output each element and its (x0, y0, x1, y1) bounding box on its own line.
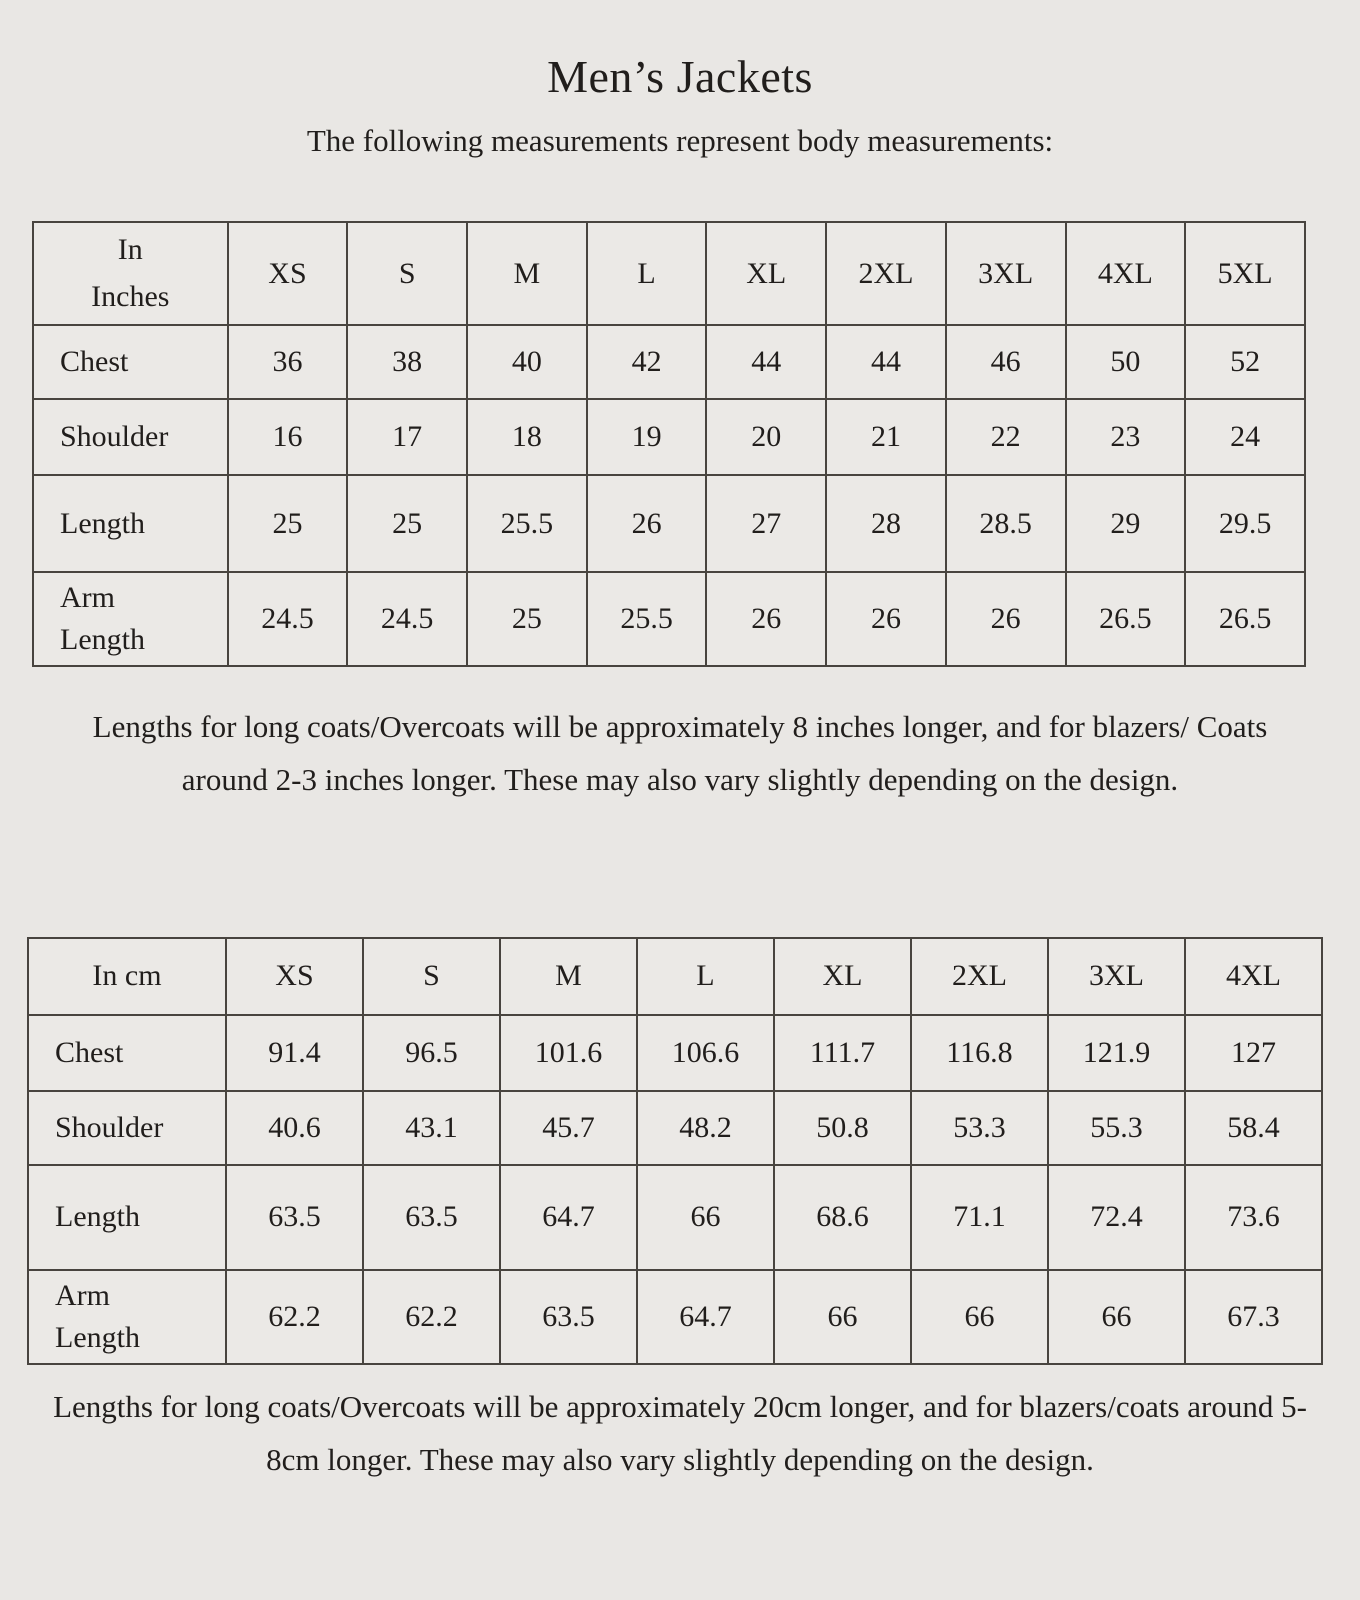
size-header-cell: 2XL (826, 222, 946, 325)
measurement-value-cell: 29.5 (1185, 475, 1305, 572)
measurement-value-cell: 66 (637, 1165, 774, 1270)
measurement-value-cell: 16 (228, 399, 348, 475)
measurement-row (33, 475, 1305, 572)
note-inches: Lengths for long coats/Overcoats will be approximately 8 inches longer, and for blazers/ Coats around 2-3 inches longer. These may also vary slightly depending on the design. (92, 709, 1268, 798)
measurement-value-cell: 72.4 (1048, 1165, 1185, 1270)
measurement-value-cell: 25 (228, 475, 348, 572)
measurement-value-cell: 24.5 (228, 572, 348, 666)
measurement-value-cell: 53.3 (911, 1091, 1048, 1165)
measurement-value-cell: 66 (911, 1270, 1048, 1364)
measurement-value-cell: 73.6 (1185, 1165, 1322, 1270)
measurement-value-cell: 45.7 (500, 1091, 637, 1165)
measurement-value-cell: 26 (706, 572, 826, 666)
measurement-value-cell: 26 (826, 572, 946, 666)
measurement-value-cell: 40.6 (226, 1091, 363, 1165)
measurement-value-cell: 36 (228, 325, 348, 399)
measurement-value-cell: 40 (467, 325, 587, 399)
size-header-cell: M (467, 222, 587, 325)
measurement-value-cell: 63.5 (500, 1270, 637, 1364)
measurement-value-cell: 64.7 (637, 1270, 774, 1364)
measurement-value-cell: 67.3 (1185, 1270, 1322, 1364)
size-header-cell: L (637, 938, 774, 1015)
measurement-value-cell: 25.5 (467, 475, 587, 572)
table-header-row (28, 938, 1322, 1015)
measurement-value-cell: 25.5 (587, 572, 707, 666)
size-header-cell: M (500, 938, 637, 1015)
measurement-value-cell: 38 (347, 325, 467, 399)
measurement-label-cell: Shoulder (28, 1091, 226, 1165)
measurement-value-cell: 26 (587, 475, 707, 572)
measurement-value-cell: 66 (774, 1270, 911, 1364)
size-header-cell: XL (774, 938, 911, 1015)
measurement-value-cell: 17 (347, 399, 467, 475)
measurement-value-cell: 62.2 (226, 1270, 363, 1364)
measurement-value-cell: 24 (1185, 399, 1305, 475)
measurement-value-cell: 63.5 (363, 1165, 500, 1270)
measurement-value-cell: 26 (946, 572, 1066, 666)
measurement-value-cell: 22 (946, 399, 1066, 475)
measurement-value-cell: 20 (706, 399, 826, 475)
measurement-value-cell: 25 (347, 475, 467, 572)
measurement-value-cell: 23 (1066, 399, 1186, 475)
measurement-value-cell: 62.2 (363, 1270, 500, 1364)
measurement-value-cell: 21 (826, 399, 946, 475)
measurement-row (33, 572, 1305, 666)
size-header-cell: XS (228, 222, 348, 325)
measurement-row (28, 1270, 1322, 1364)
measurement-value-cell: 27 (706, 475, 826, 572)
size-header-cell: 2XL (911, 938, 1048, 1015)
measurement-value-cell: 48.2 (637, 1091, 774, 1165)
size-header-cell: L (587, 222, 707, 325)
measurement-value-cell: 18 (467, 399, 587, 475)
measurement-row (28, 1165, 1322, 1270)
measurement-row (33, 325, 1305, 399)
measurement-value-cell: 24.5 (347, 572, 467, 666)
measurement-value-cell: 29 (1066, 475, 1186, 572)
size-header-cell: 4XL (1066, 222, 1186, 325)
measurement-value-cell: 46 (946, 325, 1066, 399)
measurement-value-cell: 66 (1048, 1270, 1185, 1364)
measurement-value-cell: 25 (467, 572, 587, 666)
measurement-label-cell: Chest (33, 325, 228, 399)
measurement-value-cell: 101.6 (500, 1015, 637, 1091)
size-header-cell: XS (226, 938, 363, 1015)
size-header-cell: S (363, 938, 500, 1015)
size-header-cell: XL (706, 222, 826, 325)
measurement-value-cell: 91.4 (226, 1015, 363, 1091)
measurement-label-cell: Arm Length (33, 572, 228, 666)
unit-label-cell: In cm (28, 938, 226, 1015)
measurement-value-cell: 50 (1066, 325, 1186, 399)
size-header-cell: 3XL (1048, 938, 1185, 1015)
measurement-label-cell: Length (28, 1165, 226, 1270)
size-header-cell: S (347, 222, 467, 325)
measurement-value-cell: 52 (1185, 325, 1305, 399)
measurement-value-cell: 44 (826, 325, 946, 399)
size-table-inches (32, 221, 1306, 667)
measurement-value-cell: 127 (1185, 1015, 1322, 1091)
size-header-cell: 4XL (1185, 938, 1322, 1015)
size-header-cell: 5XL (1185, 222, 1305, 325)
measurement-value-cell: 71.1 (911, 1165, 1048, 1270)
measurement-value-cell: 43.1 (363, 1091, 500, 1165)
measurement-value-cell: 63.5 (226, 1165, 363, 1270)
measurement-value-cell: 28 (826, 475, 946, 572)
measurement-value-cell: 19 (587, 399, 707, 475)
measurement-value-cell: 111.7 (774, 1015, 911, 1091)
page-subtitle: The following measurements represent body measurements: (306, 123, 1054, 158)
measurement-row (33, 399, 1305, 475)
measurement-row (28, 1015, 1322, 1091)
measurement-value-cell: 26.5 (1185, 572, 1305, 666)
measurement-label-cell: Arm Length (28, 1270, 226, 1364)
note-cm: Lengths for long coats/Overcoats will be approximately 20cm longer, and for blazers/coats around 5-8cm longer. These may also vary slightly depending on the design. (53, 1388, 1307, 1477)
measurement-value-cell: 121.9 (1048, 1015, 1185, 1091)
table-header-row (33, 222, 1305, 325)
size-header-cell: 3XL (946, 222, 1066, 325)
measurement-value-cell: 58.4 (1185, 1091, 1322, 1165)
measurement-value-cell: 50.8 (774, 1091, 911, 1165)
size-table-cm (27, 937, 1323, 1365)
measurement-value-cell: 55.3 (1048, 1091, 1185, 1165)
measurement-value-cell: 68.6 (774, 1165, 911, 1270)
measurement-value-cell: 106.6 (637, 1015, 774, 1091)
measurement-value-cell: 26.5 (1066, 572, 1186, 666)
measurement-label-cell: Shoulder (33, 399, 228, 475)
measurement-row (28, 1091, 1322, 1165)
measurement-label-cell: Chest (28, 1015, 226, 1091)
measurement-value-cell: 116.8 (911, 1015, 1048, 1091)
measurement-value-cell: 96.5 (363, 1015, 500, 1091)
measurement-value-cell: 28.5 (946, 475, 1066, 572)
page-title: Men’s Jackets (547, 51, 813, 102)
measurement-value-cell: 44 (706, 325, 826, 399)
unit-label-cell: In Inches (33, 222, 228, 325)
measurement-label-cell: Length (33, 475, 228, 572)
measurement-value-cell: 64.7 (500, 1165, 637, 1270)
measurement-value-cell: 42 (587, 325, 707, 399)
